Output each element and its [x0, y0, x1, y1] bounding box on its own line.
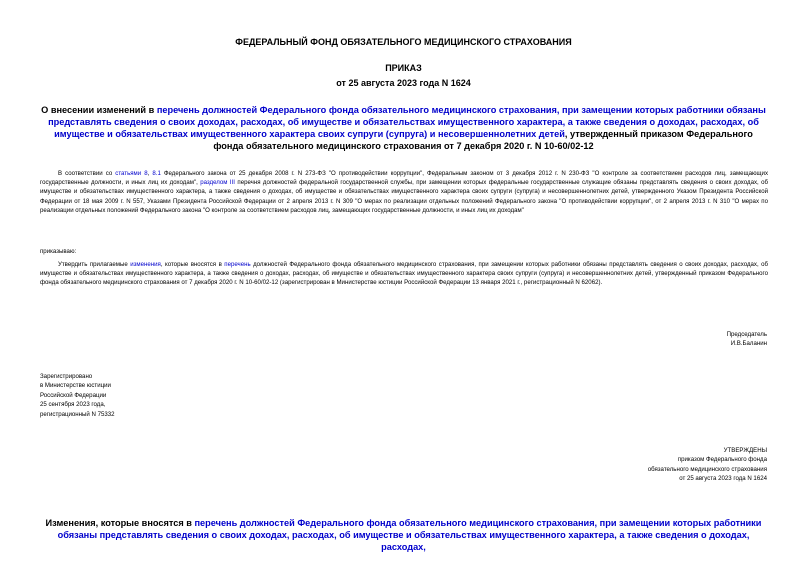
approve-text-3: должностей Федерального фонда обязательного медицинского страхования, при замещении которых работники обязаны представлять сведения о своих доходах, расходах, об имуществе и обязательствах имущественного характера, а также сведения о доходах, расходах, об имуществе и обязательствах имущественного характера своих супруги (супруга) и несовершеннолетних детей, утвержденный приказом Федерального фонда обязательного медицинского страхования от 7 декабря 2020 г. N 10-60/02-12 (зарегистрирован в Министерстве юстиции Российской Федерации 13 января 2021 г., регистрационный N 62062). [40, 261, 768, 287]
link-list[interactable]: перечень [224, 261, 251, 268]
link-section-3[interactable]: разделом III [200, 179, 235, 187]
approved-line: УТВЕРЖДЕНЫ [723, 447, 767, 454]
title-link[interactable]: перечень должностей Федерального фонда обязательного медицинского страхования, при замещении которых работники обязаны представлять сведения о своих доходах, расходах, об имуществе и обязательствах имущественного характера, а также сведения о доходах, расходах, об имуществе и обязательствах имущественного характера своих супруги (супруга) и несовершеннолетних детей [48, 105, 766, 139]
title-suffix: , утвержденный приказом Федерального фонда обязательного медицинского страхования от 7 декабря 2020 г. N 10-60/02-12 [213, 129, 753, 151]
order-word: приказываю: [40, 248, 77, 255]
approve-text-2: , которые вносятся в [160, 261, 225, 268]
preamble-text-1: В соответствии со [58, 170, 116, 177]
registration-line: регистрационный N 75332 [40, 410, 115, 418]
registration-line: 25 сентября 2023 года, [40, 401, 106, 409]
approved-line: обязательного медицинского страхования [647, 465, 767, 473]
document-title [40, 104, 767, 152]
preamble-paragraph [40, 169, 768, 215]
org-name: ФЕДЕРАЛЬНЫЙ ФОНД ОБЯЗАТЕЛЬНОГО МЕДИЦИНСКОГО СТРАХОВАНИЯ [235, 37, 572, 47]
preamble-text-4: перечня должностей федеральной государственной службы, при замещении которых федеральные государственные служащие обязаны представлять сведения о своих доходах, об имуществе и обязательствах имущественного характера, а также сведения о доходах, об имуществе и обязательствах имущественного характера своих супруги (супруга) и несовершеннолетних детей, утвержденного Указом Президента Российской Федерации от 18 мая 2009 г. N 557, Указами Президента Российской Федерации от 2 апреля 2013 г. N 309 "О мерах по реализации отдельных положений Федерального закона "О противодействии коррупции", от 2 апреля 2013 г. N 310 "О мерах по реализации отдельных положений Федерального закона "О контроле за соответствием расходов лиц, замещающих государственные должности, и иных лиц их доходам" [40, 179, 768, 214]
signature-block [727, 330, 767, 349]
approve-paragraph [40, 260, 768, 288]
link-article-8-1[interactable]: 8.1 [152, 170, 161, 177]
registration-block [40, 372, 115, 419]
registration-line: Российской Федерации [40, 391, 107, 399]
title-prefix: О внесении изменений в [41, 105, 157, 115]
link-articles-8[interactable]: статьями 8 [115, 170, 148, 177]
approved-block [648, 446, 767, 484]
approved-line: приказом Федерального фонда [677, 456, 767, 464]
signature-name: И.В.Баланин [730, 340, 767, 348]
doc-date-number: от 25 августа 2023 года N 1624 [336, 78, 471, 88]
preamble-text-2: , [147, 170, 153, 177]
approve-text-1: Утвердить прилагаемые [58, 261, 131, 268]
changes-title [40, 517, 767, 553]
approved-line: от 25 августа 2023 года N 1624 [679, 475, 767, 483]
signature-position: Председатель [726, 331, 767, 338]
preamble-text-3: Федерального закона от 25 декабря 2008 г. N 273-ФЗ "О противодействии коррупции", Федеральным законом от 3 декабря 2012 г. N 230-ФЗ "О контроле за соответствием расходов лиц, замещающих государственные должности, и иных лиц их доходам", [40, 170, 769, 187]
changes-title-link[interactable]: перечень должностей Федерального фонда обязательного медицинского страхования, при замещении которых работники обязаны представлять сведения о своих доходах, расходах, об имуществе и обязательствах имущественного характера, а также сведения о доходах, расходах, [57, 518, 762, 552]
registration-line: Зарегистрировано [40, 373, 93, 380]
registration-line: в Министерстве юстиции [40, 382, 111, 390]
doc-type: ПРИКАЗ [385, 63, 422, 73]
link-changes[interactable]: изменения [130, 261, 161, 268]
changes-title-prefix: Изменения, которые вносятся в [45, 518, 195, 528]
